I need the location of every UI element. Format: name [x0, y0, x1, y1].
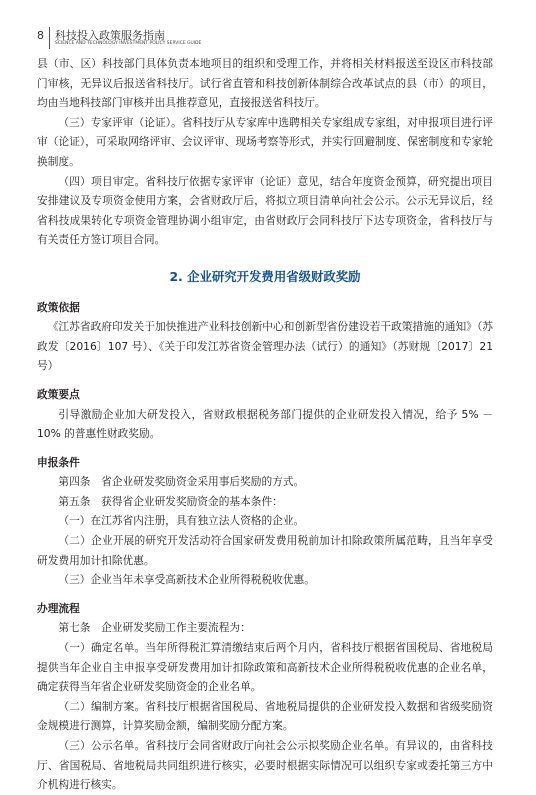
condition-item: （一）在江苏省内注册，具有独立法人资格的企业。	[58, 514, 305, 528]
condition-item: 第四条 省企业研发奖励资金采用事后奖励的方式。	[58, 475, 305, 489]
intro-paragraph: （三）专家评审（论证）。省科技厅从专家库中选聘相关专家组成专家组，对申报项目进行评审（论证），可采取网络评审、会议评审、现场考察等形式，并实行回避制度、保密制度和专家轮换制度。	[37, 115, 493, 168]
process-item: 第七条 企业研发奖励工作主要流程为：	[58, 621, 251, 635]
policy-points-text: 引导激励企业加大研发投入，省财政根据税务部门提供的企业研发投入情况，给予 5% － 10% 的普惠性财政奖励。	[37, 407, 493, 441]
section-title: 2. 企业研究开发费用省级财政奖励	[169, 268, 361, 284]
condition-item: （三）企业当年未享受高新技术企业所得税税收优惠。	[58, 573, 315, 587]
intro-paragraph: 县（市、区）科技部门具体负责本地项目的组织和受理工作，并将相关材料报送至设区市科技部门审核，无异议后报送省科技厅。试行省直管和科技创新体制综合改革试点的县（市）的项目，均由当地科技部门审核并出具推荐意见，直接报送省科技厅。	[37, 57, 493, 110]
page-number: 8	[37, 29, 44, 42]
process-item: （二）编制方案。省科技厅根据省国税局、省地税局提供的企业研发投入数据和省级奖励资金规模进行测算，计算奖励金额，编制奖励分配方案。	[37, 699, 493, 733]
process-item: （三）公示名单。省科技厅会同省财政厅向社会公示拟奖励企业名单。有异议的，由省科技厅、省国税局、省地税局共同组织进行核实，必要时根据实际情况可以组织专家或委托第三方中介机构进行核实。	[37, 739, 493, 792]
policy-points-heading: 政策要点	[37, 387, 80, 401]
policy-basis-text: 《江苏省政府印发关于加快推进产业科技创新中心和创新型省份建设若干政策措施的通知》（苏政发〔2016〕107 号）、《关于印发江苏省资金管理办法（试行）的通知》（苏财规〔2017〕21 号）	[37, 320, 493, 373]
process-item: （一）确定名单。当年所得税汇算清缴结束后两个月内，省科技厅根据省国税局、省地税局提供当年企业自主申报享受研发费用加计扣除政策和高新技术企业所得税税收优惠的企业名单，确定获得当年省企业研发奖励资金的企业名单。	[37, 641, 493, 694]
header-divider	[49, 27, 50, 49]
header-title: 科技投入政策服务指南	[55, 29, 165, 42]
page-content	[37, 54, 493, 795]
conditions-heading: 申报条件	[37, 455, 80, 469]
condition-item: （二）企业开展的研究开发活动符合国家研发费用税前加计扣除政策所属范畴，且当年享受研发费用加计扣除优惠。	[37, 534, 493, 567]
header-subtitle: SCIENCE AND TECHNOLOGY INVESTMENT POLICY SERVICE GUIDE	[55, 41, 202, 46]
intro-paragraph: （四）项目审定。省科技厅依据专家评审（论证）意见，结合年度资金预算，研究提出项目安排建议及专项资金使用方案，会省财政厅后，将拟立项目清单向社会公示。公示无异议后，经省科技成果转化专项资金管理协调小组审定，由省财政厅会同科技厅下达专项资金，省科技厅与有关责任方签订项目合同。	[37, 174, 493, 247]
process-heading: 办理流程	[37, 601, 80, 615]
policy-basis-heading: 政策依据	[37, 300, 80, 314]
condition-item: 第五条 获得省企业研发奖励资金的基本条件：	[58, 494, 283, 508]
